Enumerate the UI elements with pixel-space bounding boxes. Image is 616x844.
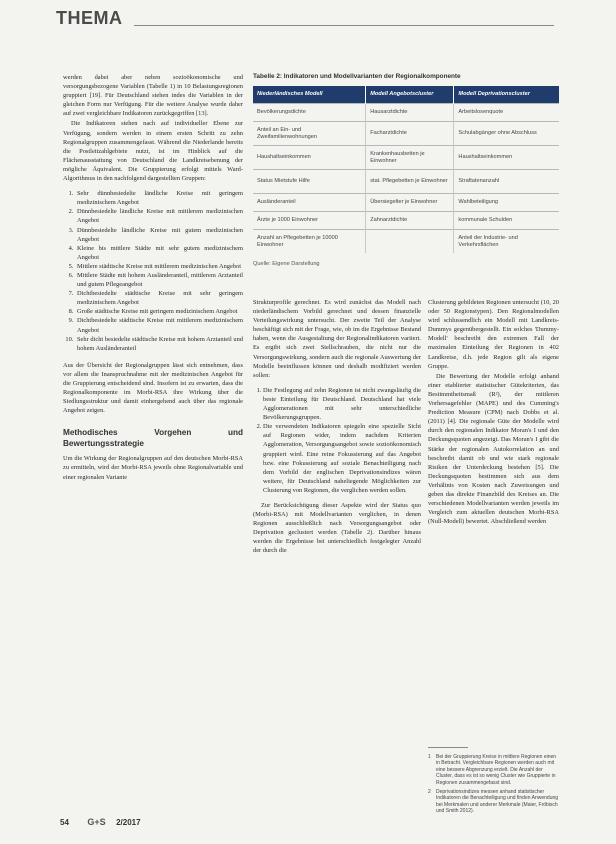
header-rule <box>134 25 554 26</box>
list-item: 1. Die Festlegung auf zehn Regionen ist nicht zwangsläufig die beste Einteilung für Deutschland. Deutschland hat viele Agglomerationen mit sehr unterschiedliche Bevölkerungsgruppen. <box>263 386 421 422</box>
table-cell: kommunale Schulden <box>454 212 559 230</box>
footnote <box>428 789 559 815</box>
col1-para2: Die Indikatoren stehen nach auf individueller Ebene zur Verfügung, sondern werden in einem ersten Schritt zu zehn Regionalgruppen zusammengefasst. Während die Niederlande bereits die Postleitzahlgebiete nutzt, ist im Hinblick auf die Flächenausstattung von Deutschland die Landkreisebenung der mögliche Äquivalent. Die Gruppierung erfolgt mittels Ward-Algorithmus in den nachfolgend dargestellten Gruppen: <box>63 120 243 183</box>
table-row <box>253 170 559 194</box>
left-column <box>63 73 243 483</box>
list-item: 5. Mittlere städtische Kreise mit mittlerem medizinischen Angebot <box>75 262 243 271</box>
col1-section-text: Um die Wirkung der Regionalgruppen auf den deutschen Morbi-RSA zu ermitteln, wird der Morbi-RSA jeweils ohne Regionalvariable und einer regionalen Variante <box>63 455 243 481</box>
list-item: 2. Dünnbesiedelte ländliche Kreise mit mittlerem medizinischen Angebot <box>75 207 243 225</box>
table-cell: Arbeitslosenquote <box>454 104 559 122</box>
table-header-row <box>253 86 559 104</box>
col3-para2: Die Bewertung der Modelle erfolgt anhand einer etablierter statistischer Gütekriterien, das Bestimmtheitsmaß (R²), der mittleren Vorhersagefehler (MAPE) und des Cumming's Prediction Measure (CPM) nach Dobbs et al. (2011) [4]. Die regionale Güte der Modelle wird durch den regionalen Indikator Moran's I und den Deckungsquoten angezeigt. Das Moran's I gibt die Stärke der regionalen Autokorrelation an und beschreibt damit ob und wie stark regionale Risiken der Unterdeckung bestehen [5]. Die Deckungsquoten bestimmen sich aus dem Verhältnis von Kosten nach Zuweisungen und geben das direkte Finanzbild des Kreises an. Die verschiedenen Modellvarianten werden jeweils im Vergleich zum aktuellen deutschen Morbi-RSA (Null-Modell) bewertet. Abschließend werden <box>428 372 559 526</box>
table-cell: Wahlbeteiligung <box>454 194 559 212</box>
column-header: Niederländisches Modell <box>253 86 366 104</box>
table-title: Tabelle 2: Indikatoren und Modellvarianten der Regionalkomponente <box>253 73 461 80</box>
table-cell: Straftatenanzahl <box>454 170 559 194</box>
list-item: 10. Sehr dicht besiedelte städtische Kreise mit hohem Arztanteil und hohem Ausländeranteil <box>75 335 243 353</box>
footnote-number: 1 <box>428 754 431 760</box>
table-block <box>253 73 559 267</box>
footnotes <box>428 747 559 818</box>
list-item: 8. Große städtische Kreise mit geringem medizinischem Angebot <box>75 307 243 316</box>
table-cell: Übersiegelter je Einwohner <box>366 194 454 212</box>
region-groups-list <box>63 189 243 353</box>
table-cell: Anzahl an Pflegebetten je 10000 Einwohner <box>253 230 366 254</box>
col3-para1: Clusterung gebildeten Regionen untersucht (10, 20 oder 50 Regionstypen). Den Regionalmodellen wird schlussendlich ein Modell mit Landkreis-Dummys gegenübergestellt. Ein solches 'Dummy-Modell' beschreibt den extremen Fall der maximalen Einteilung der Regionen in 402 Landkreise, d.h. jede Region gilt als eigene Gruppe. <box>428 299 559 370</box>
table-cell: Anteil der Industrie- und Verkehrsflächen <box>454 230 559 254</box>
right-column <box>428 298 559 527</box>
footnote <box>428 754 559 786</box>
table-cell: Anteil an Ein- und Zweifamilienwohnungen <box>253 122 366 146</box>
issue-number: 2/2017 <box>116 818 141 827</box>
list-item: 2. Die verwendeten Indikatoren spiegeln eine spezielle Sicht auf Regionen wider, indem nachdem Kriterien Agglomeration, Versorgungsangebot sowie sozioökonomisch gruppiert wird. Eine reine Fokussierung auf das Angebot bzw. eine Fokussierung auf soziale Benachteiligung nach dem Vorbild der englischen Deprivationsindizes wären weitere, für Deutschland naheliegende Möglichkeiten zur Clusterung von Regionen, die verglichen werden sollen. <box>263 422 421 495</box>
middle-column <box>253 298 421 557</box>
section-title: Methodisches Vorgehen und Bewertungsstrategie <box>63 428 243 449</box>
list-item: 1. Sehr dünnbesiedelte ländliche Kreise mit geringem medizinischem Angebot <box>75 189 243 207</box>
table-row <box>253 122 559 146</box>
table-cell: Bevölkerungsdichte <box>253 104 366 122</box>
table-cell: stat. Pflegebetten je Einwohner <box>366 170 454 194</box>
journal-logo: G+S <box>87 817 106 827</box>
footnote-text: Bei der Gruppierung Kreise in mittlere Regionen einen in Betracht. Vergleichbare Regionen werden auch mit eine bessere Abgrenzung erzielt. Die Anzahl der Cluster, dass es ist so wenig Cluster wie Gruppierte in Regionen zusammengefasst sind. <box>436 754 557 786</box>
table-row <box>253 146 559 170</box>
table-cell: Facharztdichte <box>366 122 454 146</box>
table-cell: Zahnarztdichte <box>366 212 454 230</box>
col2-para1: Strukturprofile gerechnet. Es wird zunächst das Modell nach niederländischem Vorbild gerechnet und dessen finanzielle Verteilungswirkung untersucht. Der zweite Teil der Analyse beschäftigt sich mit der Frage, wie, ob im die Ergebnisse Bestand haben, wenn die Ausgestaltung der Regionalindikatoren variiert. Es ergibt sich zwei Stellschrauben, die nicht nur die Versorgungswirkung, sondern auch die regionale Auswertung der Modelle beeinflussen können und deshalb modifiziert werden sollen: <box>253 299 421 379</box>
footnote-rule <box>428 747 468 748</box>
list-item: 9. Dichtbesiedelte städtische Kreise mit mittlerem medizinischem Angebot <box>75 316 243 334</box>
col1-after-list: Aus der Übersicht der Regionalgruppen lässt sich entnehmen, dass vor allem die Inanspruchnahme mit der medizinischen Angebot für die Gruppierung entscheidend sind. Insofern ist zu erwarten, dass die Regionalkomponente im Morbi-RSA ihre Wirkung über die Siedlungsstruktur und damit einhergehend auch über das regionale Angebot zeigen. <box>63 361 243 415</box>
footnote-text: Deprivationsindizes messen anhand statistischer Indikatoren die Benachteiligung und finden Anwendung bei Merkmalen und anderer Merkmale (Maier, Fröbisch und Smith 2012). <box>436 789 559 815</box>
page-footer <box>60 812 141 830</box>
table-cell: Haushaltseinkommen <box>253 146 366 170</box>
column-header: Modell Angebotscluster <box>366 86 454 104</box>
footnote-number: 2 <box>428 789 431 796</box>
table-source: Quelle: Eigene Darstellung <box>253 261 320 267</box>
table-cell: Haushaltseinkommen <box>454 146 559 170</box>
table-row <box>253 212 559 230</box>
col1-intro: werden dabei aber neben sozioökonomische und versorgungsbezogene Variablen (Tabelle 1) in 10 Belastungsregionen gruppiert [19]. Für Deutschland stehen indes die Variablen in der gleichen Form nur Verfügung. Für die weitere Analyse wurde daher auf zwei vergleichbare Indikatoren zurückgegriffen [13]. <box>63 74 243 118</box>
list-item: 3. Dünnbesiedelte ländliche Kreise mit gutem medizinischen Angebot <box>75 226 243 244</box>
section-heading: THEMA <box>56 8 123 28</box>
table-row <box>253 230 559 254</box>
table-cell: Krankenhausbetten je Einwohner <box>366 146 454 170</box>
list-item: 7. Dichtbesiedelte städtische Kreise mit sehr geringem medizinischem Angebot <box>75 289 243 307</box>
page-header <box>0 0 616 36</box>
table-cell: Hausarztdichte <box>366 104 454 122</box>
page-number: 54 <box>60 818 69 827</box>
column-header: Modell Deprivationscluster <box>454 86 559 104</box>
col2-para2: Zur Berücksichtigung dieser Aspekte wird der Status quo (Morbi-RSA) mit Modellvarianten verglichen, in denen Regionen ausschließlich nach Versorgungsangebot oder Deprivation geclustert werden (Tabelle 2). Darüber hinaus werden die Ergebnisse bei unterschiedlich festgelegter Anzahl der durch die <box>253 501 421 555</box>
table-row <box>253 104 559 122</box>
table-cell: Status Mietstufe Hilfe <box>253 170 366 194</box>
aspects-list <box>253 386 421 495</box>
table-cell <box>366 230 454 254</box>
list-item: 4. Kleine bis mittlere Städte mit sehr gutem medizinischem Angebot <box>75 244 243 262</box>
table-cell: Ausländeranteil <box>253 194 366 212</box>
table-row <box>253 194 559 212</box>
indicator-table <box>253 86 559 253</box>
table-cell: Ärzte je 1000 Einwohner <box>253 212 366 230</box>
list-item: 6. Mittlere Städte mit hohem Ausländeranteil, mittlerem Arztanteil und gutem Pflegeangebot <box>75 271 243 289</box>
table-cell: Schulabgänger ohne Abschluss <box>454 122 559 146</box>
